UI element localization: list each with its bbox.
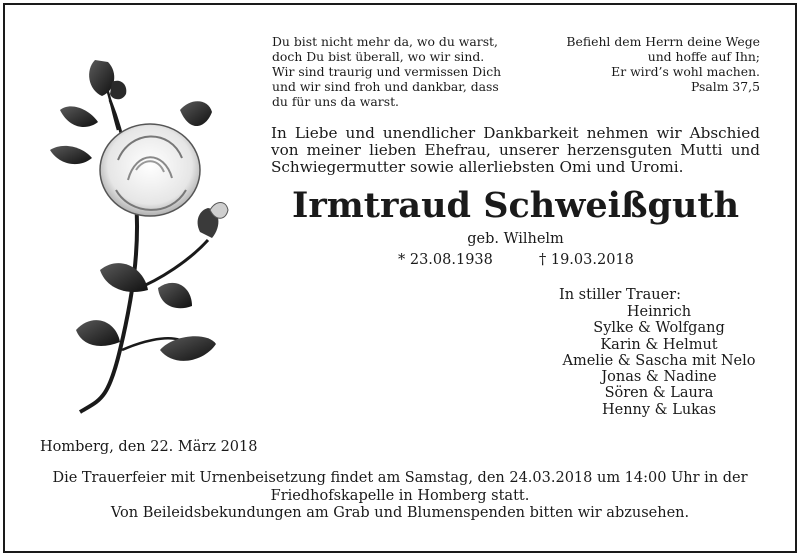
bible-verse: [540, 34, 760, 94]
poem-left: [272, 34, 532, 109]
bible-verse-line: Befiehl dem Herrn deine Wege: [566, 34, 760, 49]
maiden-name: geb. Wilhelm: [467, 231, 564, 247]
mourner-name: Sören & Laura: [604, 385, 714, 402]
rose-illustration: [40, 50, 260, 420]
mourner-name: Jonas & Nadine: [601, 369, 717, 386]
mourner-name: Sylke & Wolfgang: [593, 320, 725, 337]
poem-left-line: Wir sind traurig und vermissen Dich: [272, 64, 502, 79]
poem-left-line: und wir sind froh und dankbar, dass: [272, 79, 499, 94]
mourner-name: Heinrich: [626, 304, 692, 320]
mourner-name: Amelie & Sascha mit Nelo: [562, 352, 756, 369]
place-and-date: Homberg, den 22. März 2018: [40, 439, 258, 455]
funeral-info: [30, 470, 770, 523]
funeral-info-line: Die Trauerfeier mit Urnenbeisetzung findet am Samstag, den 24.03.2018 um 14:00 Uhr in der: [52, 470, 748, 486]
mourner-name: Karin & Helmut: [600, 336, 718, 353]
poem-left-line: Du bist nicht mehr da, wo du warst,: [272, 34, 498, 49]
poem-left-line: doch Du bist überall, wo wir sind.: [272, 49, 485, 64]
poem-left-line: du für uns da warst.: [272, 94, 399, 109]
bible-verse-reference: Psalm 37,5: [691, 79, 760, 94]
funeral-info-line: Von Beileidsbekundungen am Grab und Blumenspenden bitten wir abzusehen.: [110, 505, 690, 521]
funeral-info-line: Friedhofskapelle in Homberg statt.: [270, 487, 530, 504]
mourning-heading: In stiller Trauer:: [559, 287, 681, 303]
deceased-name: Irmtraud Schweißguth: [291, 185, 740, 226]
bible-verse-line: und hoffe auf Ihn;: [647, 49, 760, 64]
bible-verse-line: Er wird’s wohl machen.: [611, 64, 760, 79]
mourners-list: [548, 304, 770, 418]
mourner-name: Henny & Lukas: [601, 401, 717, 418]
birth-date: * 23.08.1938: [398, 252, 493, 268]
death-date: † 19.03.2018: [539, 252, 634, 268]
farewell-text: In Liebe und unendlicher Dankbarkeit nehmen wir Abschied von meiner lieben Ehefrau, unserer herzensguten Mutti und Schwiegermutter sowie allerliebsten Omi und Uromi.: [271, 124, 760, 176]
